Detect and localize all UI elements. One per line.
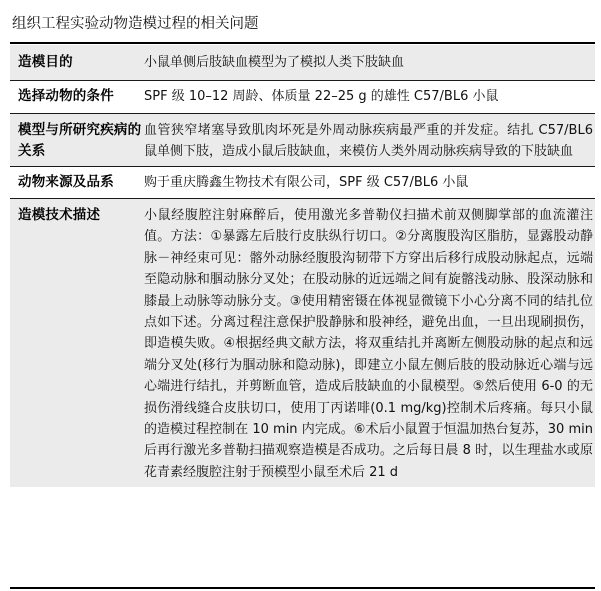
row-label-animal-source: 动物来源及品系: [18, 174, 114, 190]
modeling-table: [10, 45, 595, 487]
row-label-purpose: 造模目的: [18, 54, 73, 70]
table-row: [10, 81, 595, 114]
row-label-technique: 造模技术描述: [18, 207, 101, 223]
row-value-animal-source: 购于重庆腾鑫生物技术有限公司，SPF 级 C57/BL6 小鼠: [144, 175, 469, 190]
table-row: [10, 114, 595, 167]
row-value-technique: 小鼠经腹腔注射麻醉后，使用激光多普勒仪扫描术前双侧脚掌部的血流灌注值。方法：①暴露左后肢行皮肤纵行切口。②分离腹股沟区脂肪，显露股动静脉－神经束可见：髂外动脉经腹股沟韧带下方穿出后移行成股动脉起点，远端至隐动脉和腘动脉分叉处；在股动脉的近远端之间有旋髂浅动脉、股深动脉和膝最上动脉等动脉分支。③使用精密镊在体视显微镜下小心分离不同的结扎位点如下述。分离过程注意保护股静脉和股神经，避免出血，一旦出现刷损伤，即造模失败。④根据经典文献方法，将双重结扎并离断左侧股动脉的起点和远端分叉处(移行为腘动脉和隐动脉)，即建立小鼠左侧后肢的股动脉近心端与远心端进行结扎，并剪断血管，造成后肢缺血的小鼠模型。⑤然后使用 6-0 的无损伤滑线缝合皮肤切口，使用丁丙诺啡(0.1 mg/kg)控制术后疼痛。每只小鼠的造模过程控制在 10 min 内完成。⑥术后小鼠置于恒温加热台复苏，30 min 后再行激光多普勒扫描观察造模是否成功。之后每日晨 8 时，以生理盐水或原花青素经腹腔注射于预模型小鼠至术后 21 d: [144, 208, 593, 480]
top-rule: [10, 42, 595, 44]
row-value-disease-relation: 血管狭窄堵塞导致肌肉坏死是外周动脉疾病最严重的并发症。结扎 C57/BL6 鼠单侧下肢，造成小鼠后肢缺血，来模仿人类外周动脉疾病导致的下肢缺血: [144, 123, 593, 159]
row-value-purpose: 小鼠单侧后肢缺血模型为了模拟人类下肢缺血: [144, 55, 405, 70]
row-label-animal-conditions: 选择动物的条件: [18, 88, 114, 104]
table-row: [10, 45, 595, 81]
table-title: 组织工程实验动物造模过程的相关问题: [12, 16, 259, 32]
bottom-rule: [10, 587, 595, 589]
row-label-disease-relation: 模型与所研究疾病的关系: [18, 122, 142, 159]
row-value-animal-conditions: SPF 级 10–12 周龄、体质量 22–25 g 的雄性 C57/BL6 小鼠: [144, 89, 499, 104]
table-row: [10, 199, 595, 488]
table-row: [10, 167, 595, 199]
